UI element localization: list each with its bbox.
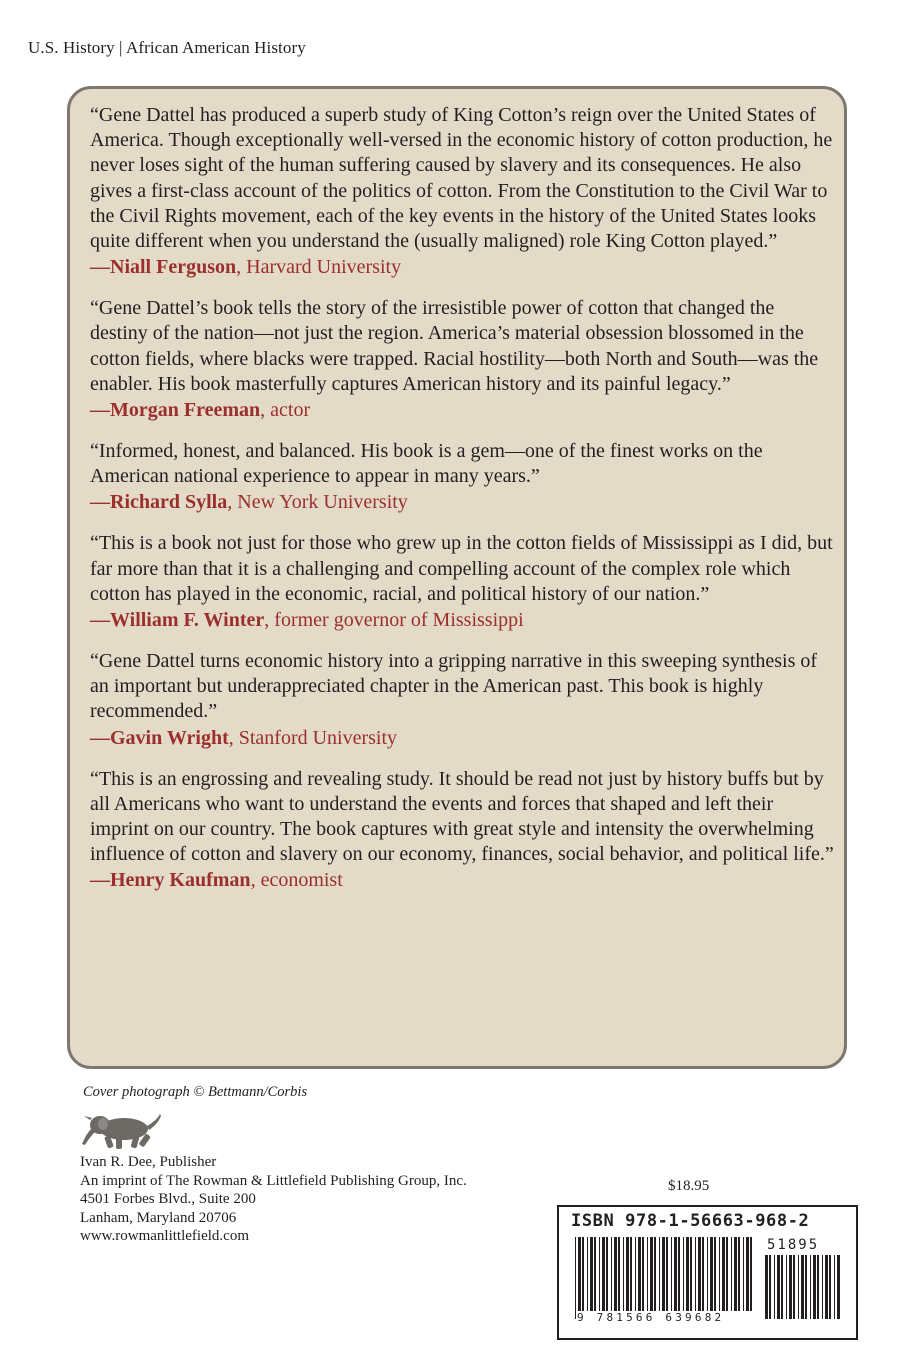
attribution-affiliation: , former governor of Mississippi <box>264 609 524 632</box>
barcode-bar <box>817 1255 819 1319</box>
barcode-bar <box>630 1237 632 1319</box>
barcode-bar <box>590 1237 593 1319</box>
barcode-bar <box>575 1237 576 1319</box>
attribution-name: Niall Ferguson <box>110 256 237 279</box>
barcode-bar <box>750 1237 752 1319</box>
barcode-bar <box>674 1237 677 1319</box>
barcode-bar <box>582 1237 584 1319</box>
barcode-bar <box>678 1237 680 1319</box>
barcode-bar <box>659 1237 660 1319</box>
blurb-sylla <box>90 439 834 515</box>
barcode-bar <box>662 1237 665 1319</box>
barcode-bar <box>578 1237 581 1319</box>
barcode-bar <box>671 1237 672 1319</box>
barcode-bar <box>743 1237 744 1319</box>
attribution-dash: — <box>90 609 110 632</box>
barcode-bar <box>734 1237 737 1319</box>
attribution-name: Richard Sylla <box>110 491 228 514</box>
blurb-quote: “Informed, honest, and balanced. His book is a gem—one of the finest works on the American national experience to appear in many years.” <box>90 440 763 488</box>
price-label: $18.95 <box>668 1178 710 1194</box>
barcode-bar <box>726 1237 728 1319</box>
blurb-freeman <box>90 296 834 423</box>
barcode-bar <box>702 1237 704 1319</box>
attribution-name: Morgan Freeman <box>110 399 261 422</box>
barcode-bar <box>825 1255 828 1319</box>
blurb-winter <box>90 531 834 633</box>
barcode-bar <box>714 1237 716 1319</box>
barcode-bar <box>798 1255 799 1319</box>
blurb-quote: “Gene Dattel’s book tells the story of the irresistible power of cotton that changed the destiny of the nation—not just the region. America’s material obsession blossomed in the cotton fields, where blacks were trapped. Racial hostility—both North and South—was the enabler. His book masterfully captures American history and its painful legacy.” <box>90 297 819 395</box>
barcode-bar <box>695 1237 696 1319</box>
attribution-name: Henry Kaufman <box>110 869 251 892</box>
blurb-attribution <box>90 397 834 423</box>
barcode-bar <box>829 1255 831 1319</box>
elephant-icon <box>80 1112 162 1150</box>
category-label: U.S. History | African American History <box>28 38 306 57</box>
barcode-bar <box>786 1255 787 1319</box>
isbn-label: ISBN 978-1-56663-968-2 <box>571 1211 810 1231</box>
blurb-kaufman <box>90 767 834 894</box>
barcode-bar <box>710 1237 713 1319</box>
attribution-affiliation: , Stanford University <box>228 726 398 749</box>
barcode-bar <box>683 1237 684 1319</box>
blurb-quote: “This is a book not just for those who grew up in the cotton fields of Mississippi as I did, but far more than that it is a challenging and compelling account of the complex role which cotton has played in the economic, racial, and political history of our nation.” <box>90 532 833 605</box>
barcode-bar <box>822 1255 823 1319</box>
barcode-bar <box>587 1237 588 1319</box>
barcode-bar <box>614 1237 617 1319</box>
price-code-digits: 51895 <box>767 1237 820 1253</box>
barcode-bar <box>837 1255 840 1319</box>
barcode-bar <box>647 1237 648 1319</box>
barcode-bar <box>638 1237 641 1319</box>
blurb-attribution <box>90 607 834 633</box>
blurb-quote: “Gene Dattel turns economic history into a gripping narrative in this sweeping synthesis of an important but underappreciated chapter in the American past. This book is highly recommended.” <box>90 650 818 723</box>
publisher-website: www.rowmanlittlefield.com <box>80 1228 249 1244</box>
attribution-affiliation: , New York University <box>227 491 408 514</box>
attribution-affiliation: , actor <box>260 399 311 422</box>
barcode-bar <box>746 1237 749 1319</box>
barcode-bar <box>626 1237 629 1319</box>
barcode-bar <box>611 1237 612 1319</box>
barcode-bar <box>738 1237 740 1319</box>
barcode-bar <box>793 1255 795 1319</box>
barcode-bar <box>774 1255 775 1319</box>
attribution-name: Gavin Wright <box>110 726 229 749</box>
publisher-city: Lanham, Maryland 20706 <box>80 1209 237 1226</box>
ean-digits: 9 781566 639682 <box>577 1311 757 1324</box>
publisher-imprint: An imprint of The Rowman & Littlefield Publishing Group, Inc. <box>80 1172 467 1189</box>
barcode-bar <box>765 1255 768 1319</box>
barcode-bar <box>650 1237 653 1319</box>
barcode-bar <box>769 1255 771 1319</box>
barcode-bar <box>686 1237 689 1319</box>
barcode-bar <box>623 1237 624 1319</box>
attribution-dash: — <box>90 399 110 422</box>
blurb-attribution <box>90 867 834 893</box>
publisher-block <box>80 1153 467 1246</box>
barcode-bar <box>690 1237 692 1319</box>
barcode-box <box>557 1205 858 1340</box>
barcode-bar <box>834 1255 835 1319</box>
blurb-ferguson <box>90 103 834 280</box>
endorsements-panel <box>67 86 847 1069</box>
attribution-dash: — <box>90 256 110 279</box>
attribution-name: William F. Winter <box>110 609 265 632</box>
barcode-bar <box>810 1255 811 1319</box>
barcode-bar <box>666 1237 668 1319</box>
blurb-wright <box>90 649 834 751</box>
barcode-bar <box>781 1255 783 1319</box>
attribution-affiliation: , Harvard University <box>236 256 402 279</box>
barcode-bar <box>719 1237 720 1319</box>
barcode-bar <box>801 1255 804 1319</box>
barcode-bar <box>707 1237 708 1319</box>
blurb-attribution <box>90 489 834 515</box>
barcode-bar <box>594 1237 596 1319</box>
publisher-street: 4501 Forbes Blvd., Suite 200 <box>80 1191 256 1207</box>
publisher-name: Ivan R. Dee, Publisher <box>80 1154 217 1170</box>
blurb-quote: “Gene Dattel has produced a superb study of King Cotton’s reign over the United States of America. Though exceptionally well-versed in the economic history of cotton production, he never loses sight of the human suffering caused by slavery and its consequences. He also gives a first-class account of the politics of cotton. From the Constitution to the Civil War to the Civil Rights movement, each of the key events in the history of the United States looks quite different when you understand the (usually maligned) role King Cotton played.” <box>90 104 833 253</box>
cover-credit: Cover photograph © Bettmann/Corbis <box>83 1084 308 1100</box>
barcode-bar <box>618 1237 620 1319</box>
blurb-attribution <box>90 725 834 751</box>
attribution-dash: — <box>90 726 110 749</box>
attribution-dash: — <box>90 491 110 514</box>
blurb-quote: “This is an engrossing and revealing study. It should be read not just by history buffs but by all Americans who want to understand the events and forces that shaped and left their imprint on our country. The book captures with great style and intensity the overwhelming influence of cotton and slavery on our economy, finances, social behavior, and political life.” <box>90 767 834 866</box>
barcode-bar <box>654 1237 656 1319</box>
barcode-bar <box>722 1237 725 1319</box>
barcode-bar <box>602 1237 605 1319</box>
barcode-bar <box>805 1255 807 1319</box>
barcode-bar <box>698 1237 701 1319</box>
barcode-bar <box>813 1255 816 1319</box>
attribution-affiliation: , economist <box>250 869 343 892</box>
barcode-bar <box>777 1255 780 1319</box>
barcode-bar <box>635 1237 636 1319</box>
attribution-dash: — <box>90 869 110 892</box>
barcode-bar <box>731 1237 732 1319</box>
barcode-bar <box>606 1237 608 1319</box>
blurb-attribution <box>90 254 834 280</box>
barcode-bar <box>789 1255 792 1319</box>
barcode-bar <box>599 1237 600 1319</box>
barcode-bar <box>642 1237 644 1319</box>
